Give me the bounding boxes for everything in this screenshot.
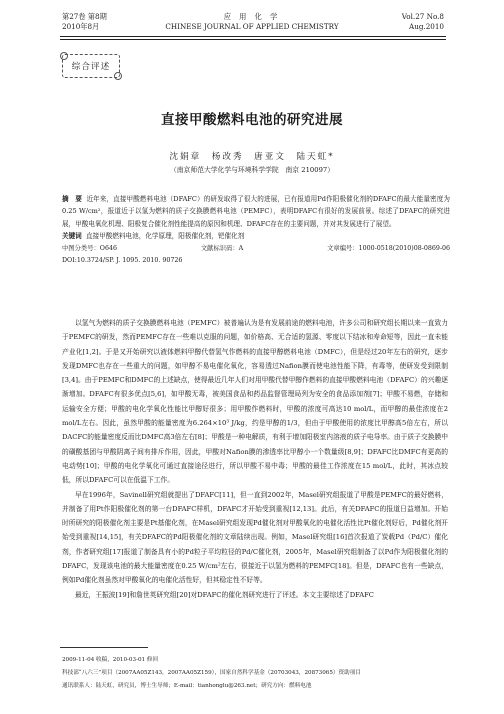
body-paragraph: 最近，王振波[19]和詹世英研究组[20]对DFAFC的催化剂研究进行了评述。本文主要综述了DFAFC: [75, 590, 374, 599]
author-affiliation: （南京师范大学化学与环境科学学院 南京 210097）: [169, 166, 335, 174]
abstract-label: 摘 要: [62, 195, 83, 203]
volume-issue: 第27卷 第8期: [62, 12, 107, 21]
running-header-right: [402, 12, 444, 32]
received-dates: 2009-11-04 收稿，2010-03-01 修回: [62, 657, 159, 663]
author-list: 沈娟章 杨改秀 唐亚文 陆天虹*: [169, 152, 335, 162]
keywords: [62, 230, 450, 242]
article-body: [62, 316, 448, 602]
footnote-rule: [60, 647, 148, 648]
body-paragraph: 早在1996年，Savinell研究组就提出了DFAFC[11]，但一直到2002年，Masel研究组报道了甲酸是PEMFC的最好燃料，并制备了用Pt作阳极催化剂的第一台DFAFC样机，DFAFC才开始受到重视[12,13]。此后，有关DFAFC的报道日益增加。开始时所研究的阳极催化剂主要是Pt基催化剂，在Masel研究组发现Pd催化剂对甲酸氧化的电催化活性比Pt催化剂好后，Pd催化剂开始受到重视[14,15]，有关DFAFC的Pd阳极催化剂的文章陆续出现。例如，Masel研究组[16]首次报道了炭载Pd（Pd/C）催化剂，作者研究组[17]报道了制备具有小的Pd粒子平均粒径的Pd/C催化剂，2005年，Masel研究组制备了以Pd作为阳极催化剂的DFAFC，发现该电池的最大能量密度在0.25 W/cm²左右，很接近于以氢为燃料的PEMFC[18]。但是，DFAFC也有一些缺点，例如Pd催化剂虽然对甲酸氧化的电催化活性好，但其稳定性不好等。: [62, 490, 448, 585]
doi-row: [62, 255, 450, 267]
clc-number: 中图分类号：O646: [62, 244, 117, 252]
doi: DOI:10.3724/SP. J. 1095. 2010. 90726: [62, 256, 183, 264]
article-title: 直接甲酸燃料电池的研究进展: [161, 112, 343, 128]
issue-date: 2010年8月: [62, 22, 100, 31]
abstract-block: [62, 193, 450, 267]
journal-name-cn: 应 用 化 学: [223, 12, 281, 21]
issue-date-en: Aug.2010: [409, 22, 444, 31]
abstract: [62, 193, 450, 230]
keywords-text: 直接甲酸燃料电池，化学原理，阳极催化剂，钯催化剂: [85, 232, 245, 241]
keywords-label: 关键词: [62, 232, 82, 241]
journal-name-en: CHINESE JOURNAL OF APPLIED CHEMISTRY: [165, 22, 339, 31]
article-number: 文章编号：1000-0518(2010)08-0869-06: [327, 244, 450, 252]
header-rule: [60, 36, 446, 37]
funding-note: 科技部“八六三”项目（2007AA05Z143，2007AA05Z159），国家自然科学基金（20703043，20873065）资助项目: [62, 670, 361, 676]
correspondence-note: 通讯联系人：陆天虹，研究员，博士生导师；E-mail：tianhonglu@263.net；研究方向：燃料电池: [62, 683, 312, 689]
section-badge: 综合评述: [62, 54, 120, 78]
classification-row: [62, 243, 450, 255]
footnote: [62, 654, 452, 693]
header-rule-thin: [60, 39, 446, 40]
abstract-text: 近年来，直接甲酸燃料电池（DFAFC）的研发取得了很大的进展，已有报道用Pd作阳极催化剂的DFAFC的最大能量密度为0.25 W/cm²，报道近于以氢为燃料的质子交换膜燃料电池（PEMFC），表明DFAFC有很好的发展前景。综述了DFAFC的研究进展，甲酸电氧化机理、阳极复合催化剂性能提高的原因和机理、DFAFC存在的主要问题，并对其发展进行了展望。: [62, 195, 451, 228]
volume-number-en: Vol.27 No.8: [401, 12, 444, 21]
document-code: 文献标识码：A: [200, 244, 244, 252]
body-paragraph: 以氢气为燃料的质子交换膜燃料电池（PEMFC）被普遍认为是有发展前途的燃料电池，许多公司和研究组长期以来一直致力于PEMFC的研发，然而PEMFC存在一些难以克服的问题，如价格高、无合适的氢源、零度以下结冰和寿命短等，因此一直未能产业化[1,2]。于是又开始研究以液体燃料甲醇代替氢气作燃料的直接甲醇燃料电池（DMFC），但是经过20年左右的研究，逐步发现DMFC也存在一些重大的问题，如甲醇不易电催化氧化，容易透过Nafion膜而使电池性能下降，有毒等，使研发受到限制[3,4]。由于PEMFC和DMFC的上述缺点，使得最近几年人们对用甲酸代替甲醇作燃料的直接甲酸燃料电池（DFAFC）的兴趣逐渐增加。DFAFC有很多优点[5,6]，如甲酸无毒，被美国食品和药品监督管理局列为安全的食品添加剂[7]；甲酸不易燃，存储和运输安全方便；甲酸的电化学氧化性能比甲醇好很多；用甲酸作燃料时，甲酸的浓度可高达10 mol/L，而甲醇的最佳浓度在2 mol/L左右。因此，虽然甲酸的能量密度为6.264×10³ J/kg，约是甲醇的1/3，但由于甲酸使用的浓度比甲醇高5倍左右，所以DACFC的能量密度反而比DMFC高3倍左右[8]；甲酸是一种电解质，有利于增加阳极室内溶液的质子电导率。由于质子交换膜中的磺酸基团与甲酸阴离子间有排斥作用，因此，甲酸对Nafion膜的渗透率比甲醇小一个数量级[8,9]；DFAFC比DMFC有更高的电动势[10]；甲酸的电化学氧化可通过直接途径进行，所以甲酸不易中毒；甲酸的最佳工作浓度在15 mol/L，此时，其冰点较低，所以DFAFC可以在低温下工作。: [62, 319, 448, 485]
